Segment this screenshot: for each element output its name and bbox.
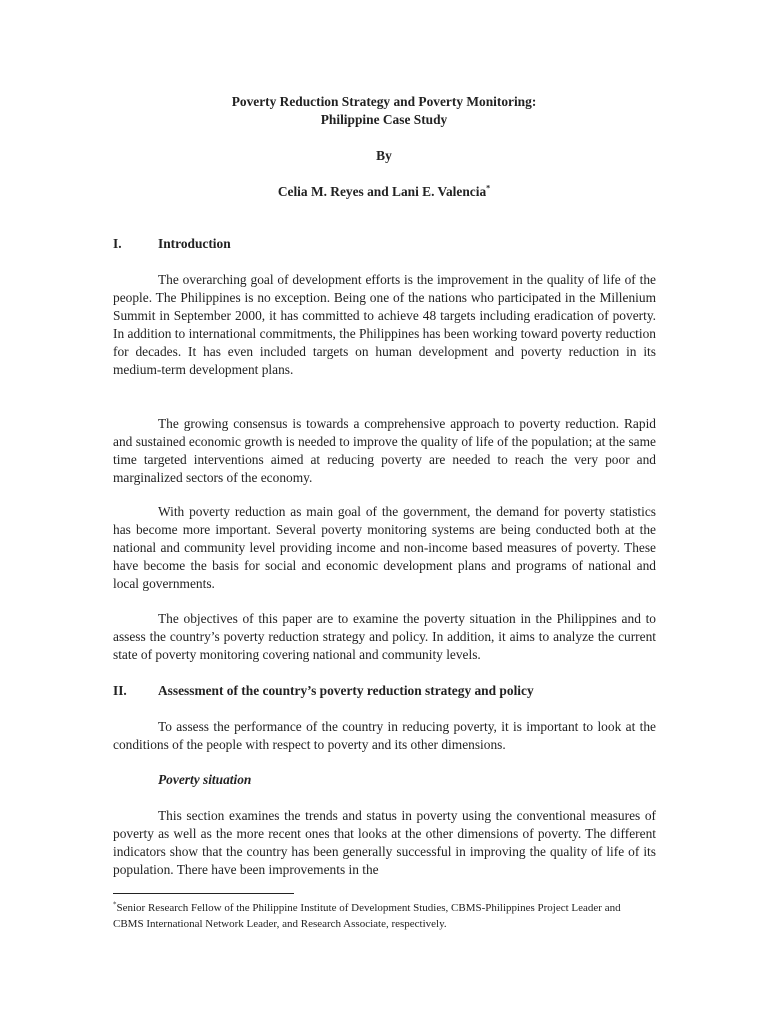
section-title: Introduction (158, 236, 231, 251)
intro-paragraph-1: The overarching goal of development efforts is the improvement in the quality of life of the people. The Philippines is no exception. Being one of the nations who participated in the Millenium Summit in September 2000, it has committed to achieve 48 targets including eradication of poverty. In addition to international commitments, the Philippines has been working toward poverty reduction for decades. It has even included targets on human development and poverty reduction in its medium-term development plans. (113, 272, 656, 377)
title-line-1: Poverty Reduction Strategy and Poverty Monitoring: (231, 94, 537, 109)
intro-paragraph-2: The growing consensus is towards a comprehensive approach to poverty reduction. Rapid and sustained economic growth is needed to improve the quality of life of the population; at the same time targeted interventions aimed at reducing poverty are needed to reach the very poor and marginalized sectors of the economy. (113, 416, 656, 485)
section-number: II. (113, 683, 127, 698)
poverty-situation-paragraph: This section examines the trends and status in poverty using the conventional measures of poverty as well as the more recent ones that looks at the other dimensions of poverty. The different indicators show that the country has been generally successful in improving the quality of life of its population. There have been improvements in the (113, 808, 656, 877)
footnote-divider (113, 893, 294, 894)
subheading-poverty-situation: Poverty situation (158, 772, 252, 787)
section-heading-introduction (113, 235, 658, 253)
section-number: I. (113, 236, 122, 251)
section-title: Assessment of the country’s poverty reduction strategy and policy (158, 683, 534, 698)
authors-line (0, 183, 768, 201)
footnote (113, 900, 643, 932)
author-footnote-mark: * (486, 183, 491, 193)
byline-label: By (376, 148, 392, 163)
intro-paragraph-4: The objectives of this paper are to examine the poverty situation in the Philippines and to assess the country’s poverty reduction strategy and policy. In addition, it aims to analyze the current state of poverty monitoring covering national and community levels. (113, 611, 656, 662)
assessment-paragraph-1: To assess the performance of the country in reducing poverty, it is important to look at the conditions of the people with respect to poverty and its other dimensions. (113, 719, 656, 752)
authors-names: Celia M. Reyes and Lani E. Valencia (277, 184, 487, 199)
intro-paragraph-3: With poverty reduction as main goal of the government, the demand for poverty statistics has become more important. Several poverty monitoring systems are being conducted both at the national and community level providing income and non-income based measures of poverty. These have become the basis for social and economic development plans and programs of national and local governments. (113, 504, 656, 591)
title-line-2: Philippine Case Study (320, 112, 448, 127)
footnote-mark: * (113, 900, 117, 909)
section-heading-assessment (113, 682, 658, 700)
footnote-text: Senior Research Fellow of the Philippine Institute of Development Studies, CBMS-Philippines Project Leader and CBMS International Network Leader, and Research Associate, respectively. (113, 902, 621, 930)
